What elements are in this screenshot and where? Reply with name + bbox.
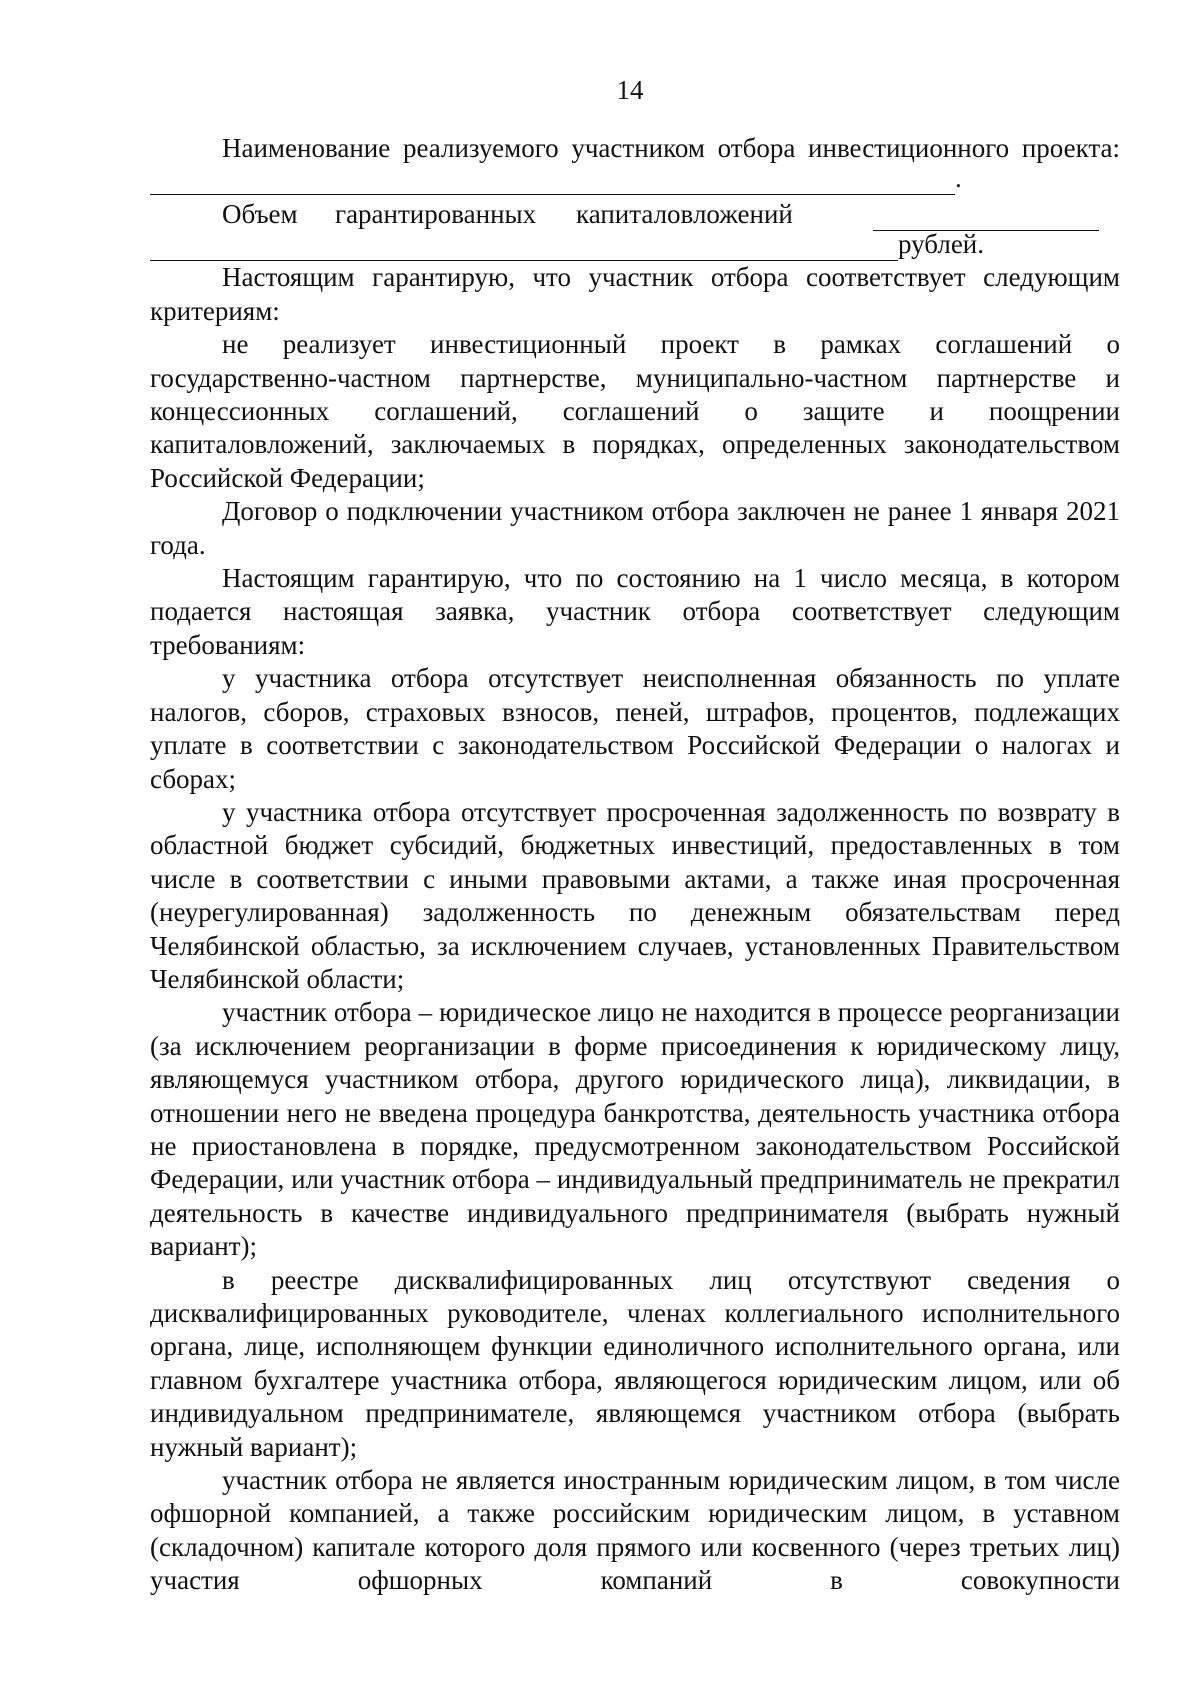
requirement-item-3: участник отбора – юридическое лицо не находится в процессе реорганизации (за исключением реорганизации в форме присоединения к юридическому лицу, являющемуся участником отбора, другого юридического лица), ликвидации, в отношении него не введена процедура банкротства, деятельность участника отбора не приостановлена в порядке, предусмотренном законодательством Российской Федерации, или участник отбора – индивидуальный предприниматель не прекратил деятельность в качестве индивидуального предпринимателя (выбрать нужный вариант); (150, 997, 1120, 1262)
requirements-intro: Настоящим гарантирую, что по состоянию на 1 число месяца, в котором подается настоящая заявка, участник отбора соответствует следующим требованиям: (150, 563, 1120, 660)
requirement-item-1: у участника отбора отсутствует неисполненная обязанность по уплате налогов, сборов, страховых взносов, пеней, штрафов, процентов, подлежащих уплате в соответствии с законодательством Российской Федерации о налогах и сборах; (150, 663, 1120, 794)
project-name-end: . (955, 163, 962, 193)
criteria-intro: Настоящим гарантирую, что участник отбора соответствует следующим критериям: (150, 262, 1120, 326)
requirement-item-5: участник отбора не является иностранным юридическим лицом, в том числе офшорной компанией, а также российским юридическим лицом, в уставном (складочном) капитале которого доля прямого или косвенного (через третьих лиц) участия офшорных компаний в совокупности (150, 1465, 1120, 1596)
project-name-blank[interactable] (150, 170, 955, 195)
volume-label-3: капиталовложений (576, 199, 793, 229)
volume-blank-2[interactable] (150, 236, 898, 261)
page-number: 14 (616, 75, 644, 105)
volume-label-2: гарантированных (335, 199, 537, 229)
project-name-label: Наименование реализуемого участником отбора инвестиционного проекта: (222, 133, 1120, 163)
requirement-item-4: в реестре дисквалифицированных лиц отсутствуют сведения о дисквалифицированных руководителе, членах коллегиального исполнительного органа, лице, исполняющем функции единоличного исполнительного органа, или главном бухгалтере участника отбора, являющегося юридическим лицом, или об индивидуальном предпринимателе, являющемся участником отбора (выбрать нужный вариант); (150, 1264, 1120, 1462)
volume-row-2 (150, 231, 1120, 261)
criteria-item-1: не реализует инвестиционный проект в рамках соглашений о государственно-частном партнерстве, муниципально-частном партнерстве и концессионных соглашений, соглашений о защите и поощрении капиталовложений, заключаемых в порядках, определенных законодательством Российской Федерации; (150, 329, 1120, 493)
volume-row (150, 195, 1120, 231)
volume-currency: рублей. (898, 229, 985, 259)
document-body (150, 132, 1120, 1598)
project-name-blank-row (150, 165, 1120, 195)
criteria-item-2: Договор о подключении участником отбора заключен не ранее 1 января 2021 года. (150, 496, 1120, 560)
volume-label-1: Объем (222, 199, 298, 229)
requirement-item-2: у участника отбора отсутствует просроченная задолженность по возврату в областной бюджет субсидий, бюджетных инвестиций, предоставленных в том числе в соответствии с иными правовыми актами, а также иная просроченная (неурегулированная) задолженность по денежным обязательствам перед Челябинской областью, за исключением случаев, установленных Правительством Челябинской области; (150, 796, 1120, 994)
